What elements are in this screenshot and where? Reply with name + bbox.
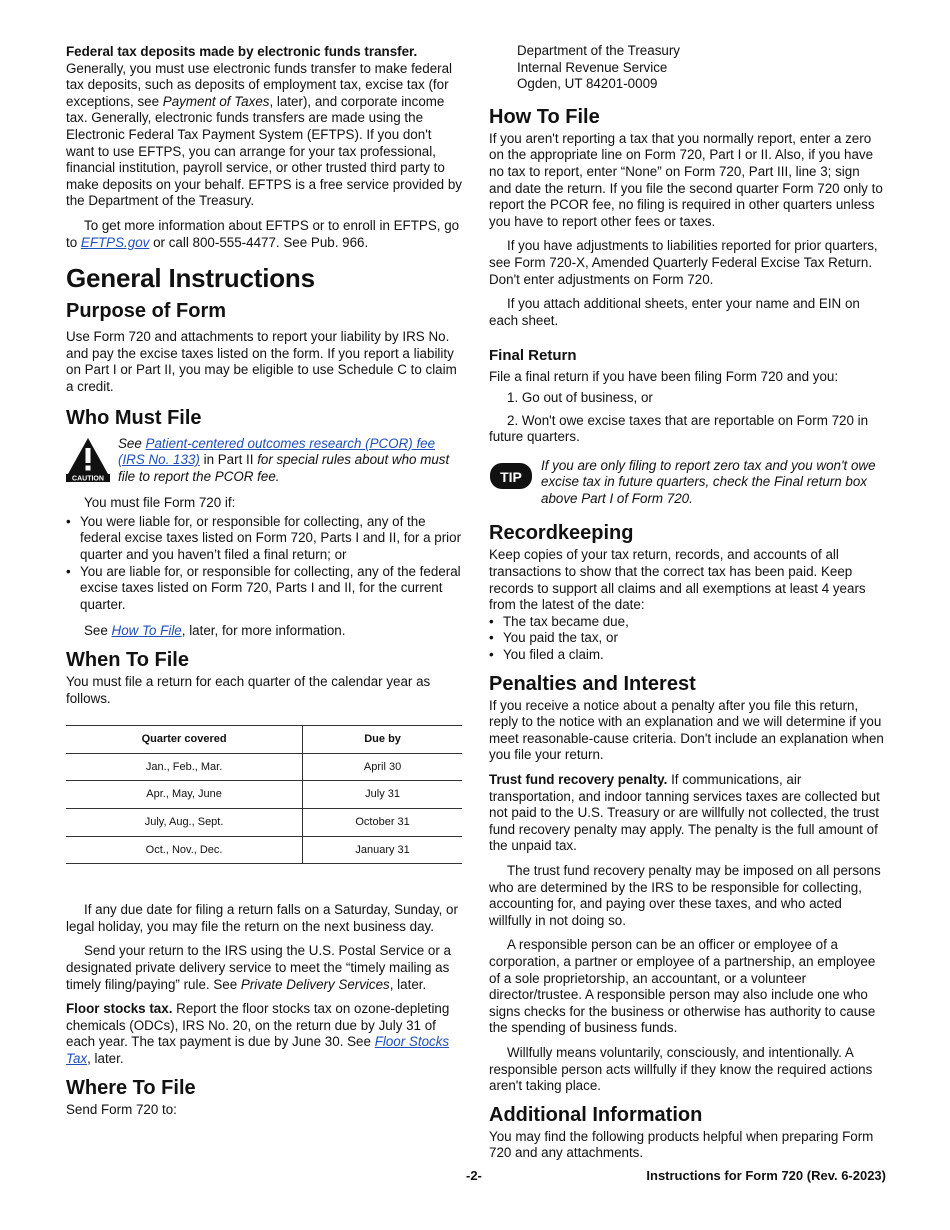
floor-stocks-link[interactable]: Floor Stocks Tax bbox=[66, 1034, 450, 1066]
table-cell: July, Aug., Sept. bbox=[66, 809, 303, 837]
eftps-text-2: or call 800-555-4477. See Pub. 966. bbox=[149, 234, 369, 250]
caution-callout bbox=[66, 436, 462, 486]
additional-text: You may find the following products helpful when preparing Form 720 and any attachments. bbox=[489, 1128, 874, 1161]
purpose-heading: Purpose of Form bbox=[66, 300, 227, 323]
caution-mid: in Part II bbox=[199, 452, 258, 468]
list-item: 1. Go out of business, or bbox=[507, 389, 653, 405]
address-line: Department of the Treasury bbox=[517, 43, 680, 58]
eft-text-1: Generally, you must use electronic funds transfer to make federal tax deposits, such as deposits of employment tax, excise tax (for exceptions, see bbox=[66, 60, 453, 109]
table-row bbox=[66, 781, 462, 809]
see-how-paragraph bbox=[66, 623, 462, 640]
how-text-1: If you aren't reporting a tax that you normally report, enter a zero on the appropriate line on Form 720, Part I or II. Also, if you have no tax to report, enter “None” on Form 720, Part III, line 3; sign and date the return. If you file the second quarter Form 720 only to report the PCOR fee, no filing is required in other quarters unless you have to report other fees or taxes. bbox=[489, 130, 883, 229]
left-column bbox=[66, 44, 462, 1126]
table-row bbox=[66, 753, 462, 781]
trust-paragraph bbox=[489, 772, 885, 855]
penalties-heading: Penalties and Interest bbox=[489, 672, 696, 695]
table-cell: July 31 bbox=[303, 781, 462, 809]
send-text-1: Send your return to the IRS using the U.S. Postal Service or a designated private delivery service to meet the “timely mailing as timely filing/paying” rule. See bbox=[66, 943, 451, 992]
right-column bbox=[489, 43, 885, 1170]
responsible-text: A responsible person can be an officer or employee of a corporation, a partner or employee of a partnership, an employee of a sole proprietorship, an accountant, or a volunteer director/trustee. A responsible person may also include one who signs checks for the business or otherwise has authority to cause the spending of business funds. bbox=[489, 937, 876, 1036]
table-header: Quarter covered bbox=[66, 726, 303, 754]
table-cell: Apr., May, June bbox=[66, 781, 303, 809]
floor-text-2: , later. bbox=[87, 1050, 124, 1066]
must-file-intro: You must file Form 720 if: bbox=[84, 495, 236, 511]
address-line: Ogden, UT 84201-0009 bbox=[517, 76, 658, 92]
trust-lead: Trust fund recovery penalty. bbox=[489, 772, 668, 787]
tip-text: If you are only filing to report zero tax and you won't owe excise tax in future quarters, check the Final return box above Part I of Form 720. bbox=[541, 457, 876, 506]
how-text-3: If you attach additional sheets, enter your name and EIN on each sheet. bbox=[489, 296, 860, 328]
final-return-list bbox=[489, 390, 885, 446]
caution-icon bbox=[66, 436, 110, 482]
tip-icon bbox=[489, 458, 533, 494]
table-cell: Jan., Feb., Mar. bbox=[66, 753, 303, 781]
eft-text-2: , later), and corporate income tax. Generally, electronic funds transfers are made using the Electronic Federal Tax Payment System (EFTPS). If you don't want to use EFTPS, you can arrange for your tax professional, financial institution, payroll service, or other trusted third party to make deposits on your behalf. EFTPS is a free service provided by the Department of the Treasury. bbox=[66, 93, 462, 209]
see-how-text-2: , later, for more information. bbox=[181, 623, 346, 639]
how-text-2: If you have adjustments to liabilities reported for prior quarters, see Form 720-X, Amended Quarterly Federal Excise Tax Return. Don't enter adjustments on Form 720. bbox=[489, 238, 878, 287]
tip-icon-label: TIP bbox=[500, 468, 522, 485]
general-instructions-heading: General Instructions bbox=[66, 263, 315, 294]
list-item: • You paid the tax, or bbox=[489, 630, 885, 647]
who-must-file-heading: Who Must File bbox=[66, 406, 202, 429]
eftps-text-1: To get more information about EFTPS or to enroll in EFTPS, go to bbox=[66, 217, 460, 250]
trust-text-2: The trust fund recovery penalty may be imposed on all persons who are determined by the IRS to be responsible for collecting, accounting for, and paying over these taxes, and who acted willfully in not doing so. bbox=[489, 862, 881, 928]
caution-tail: for special rules about who must file to report the PCOR fee. bbox=[118, 452, 450, 484]
table-cell: Oct., Nov., Dec. bbox=[66, 836, 303, 864]
eft-paragraph bbox=[66, 44, 462, 210]
caution-text bbox=[118, 436, 462, 486]
record-list bbox=[489, 614, 885, 664]
due-date-table bbox=[66, 725, 462, 864]
penalties-text: If you receive a notice about a penalty after you file this return, reply to the notice with an explanation and we will determine if you meet reasonable-cause criteria. Don't include an explanation when you file your return. bbox=[489, 697, 884, 763]
purpose-text: Use Form 720 and attachments to report your liability by IRS No. and pay the excise taxes listed on the form. If you report a liability on Part I or Part II, you may be eligible to use Schedule C to claim a credit. bbox=[66, 329, 457, 394]
final-return-heading: Final Return bbox=[489, 347, 577, 365]
recordkeeping-heading: Recordkeeping bbox=[489, 522, 634, 545]
where-text: Send Form 720 to: bbox=[66, 1101, 177, 1117]
list-item: 2. Won't owe excise taxes that are reportable on Form 720 in future quarters. bbox=[489, 412, 869, 445]
floor-text-1: Report the floor stocks tax on ozone-depleting chemicals (ODCs), IRS No. 20, on the return due by July 31 of each year. The tax payment is due by June 30. See bbox=[66, 1001, 450, 1050]
how-to-file-heading: How To File bbox=[489, 105, 600, 128]
table-cell: January 31 bbox=[303, 836, 462, 864]
caution-icon-label: CAUTION bbox=[72, 475, 104, 482]
send-text-2: , later. bbox=[389, 976, 427, 992]
how-to-file-link[interactable]: How To File bbox=[111, 623, 182, 639]
final-intro: File a final return if you have been filing Form 720 and you: bbox=[489, 369, 839, 385]
table-cell: April 30 bbox=[303, 753, 462, 781]
page-number: -2- bbox=[466, 1168, 482, 1183]
additional-info-heading: Additional Information bbox=[489, 1103, 703, 1126]
eft-lead: Federal tax deposits made by electronic funds transfer. bbox=[66, 44, 418, 59]
send-italic: Private Delivery Services bbox=[240, 976, 390, 992]
eftps-link[interactable]: EFTPS.gov bbox=[80, 234, 150, 250]
holiday-text: If any due date for filing a return falls on a Saturday, Sunday, or legal holiday, you may file the return on the next business day. bbox=[66, 902, 458, 934]
eftps-paragraph bbox=[66, 218, 462, 251]
table-row bbox=[66, 836, 462, 864]
record-text: Keep copies of your tax return, records, and accounts of all transactions to show that the correct tax has been paid. Keep records to support all claims and all exemptions at least 4 years from the latest of the date: bbox=[489, 547, 866, 613]
list-item: • You were liable for, or responsible for collecting, any of the federal excise taxes listed on Form 720, Parts I and II, for a prior quarter and you haven’t filed a final return; or bbox=[66, 514, 462, 564]
when-text: You must file a return for each quarter of the calendar year as follows. bbox=[66, 674, 431, 706]
table-cell: October 31 bbox=[303, 809, 462, 837]
pcor-link[interactable]: Patient-centered outcomes research (PCOR) fee (IRS No. 133) bbox=[118, 435, 436, 468]
list-item: • The tax became due, bbox=[489, 614, 885, 631]
mailing-address bbox=[489, 43, 885, 93]
where-to-file-heading: Where To File bbox=[66, 1076, 196, 1099]
table-row bbox=[66, 809, 462, 837]
when-to-file-heading: When To File bbox=[66, 649, 189, 672]
list-item: • You filed a claim. bbox=[489, 647, 885, 664]
send-paragraph bbox=[66, 943, 462, 993]
footer-title: Instructions for Form 720 (Rev. 6-2023) bbox=[646, 1168, 886, 1183]
tip-callout bbox=[489, 458, 885, 508]
floor-lead: Floor stocks tax. bbox=[66, 1001, 173, 1017]
address-line: Internal Revenue Service bbox=[517, 59, 668, 75]
eft-italic: Payment of Taxes bbox=[162, 93, 270, 109]
caution-see: See bbox=[118, 435, 146, 451]
table-header: Due by bbox=[303, 726, 462, 754]
trust-text-1: If communications, air transportation, and indoor tanning services taxes are collected but not paid to the U.S. Treasury or are willfully not collected, the trust fund recovery penalty may apply. The penalty is the full amount of the unpaid tax. bbox=[489, 772, 880, 854]
must-file-list bbox=[66, 514, 462, 614]
list-item: • You are liable for, or responsible for collecting, any of the federal excise taxes listed on Form 720, Parts I and II, for the current quarter. bbox=[66, 564, 462, 614]
willfully-text: Willfully means voluntarily, consciously, and intentionally. A responsible person acts willfully if they know the required actions aren't taking place. bbox=[489, 1044, 873, 1094]
floor-stocks-paragraph bbox=[66, 1001, 462, 1067]
see-how-text-1: See bbox=[84, 623, 112, 639]
